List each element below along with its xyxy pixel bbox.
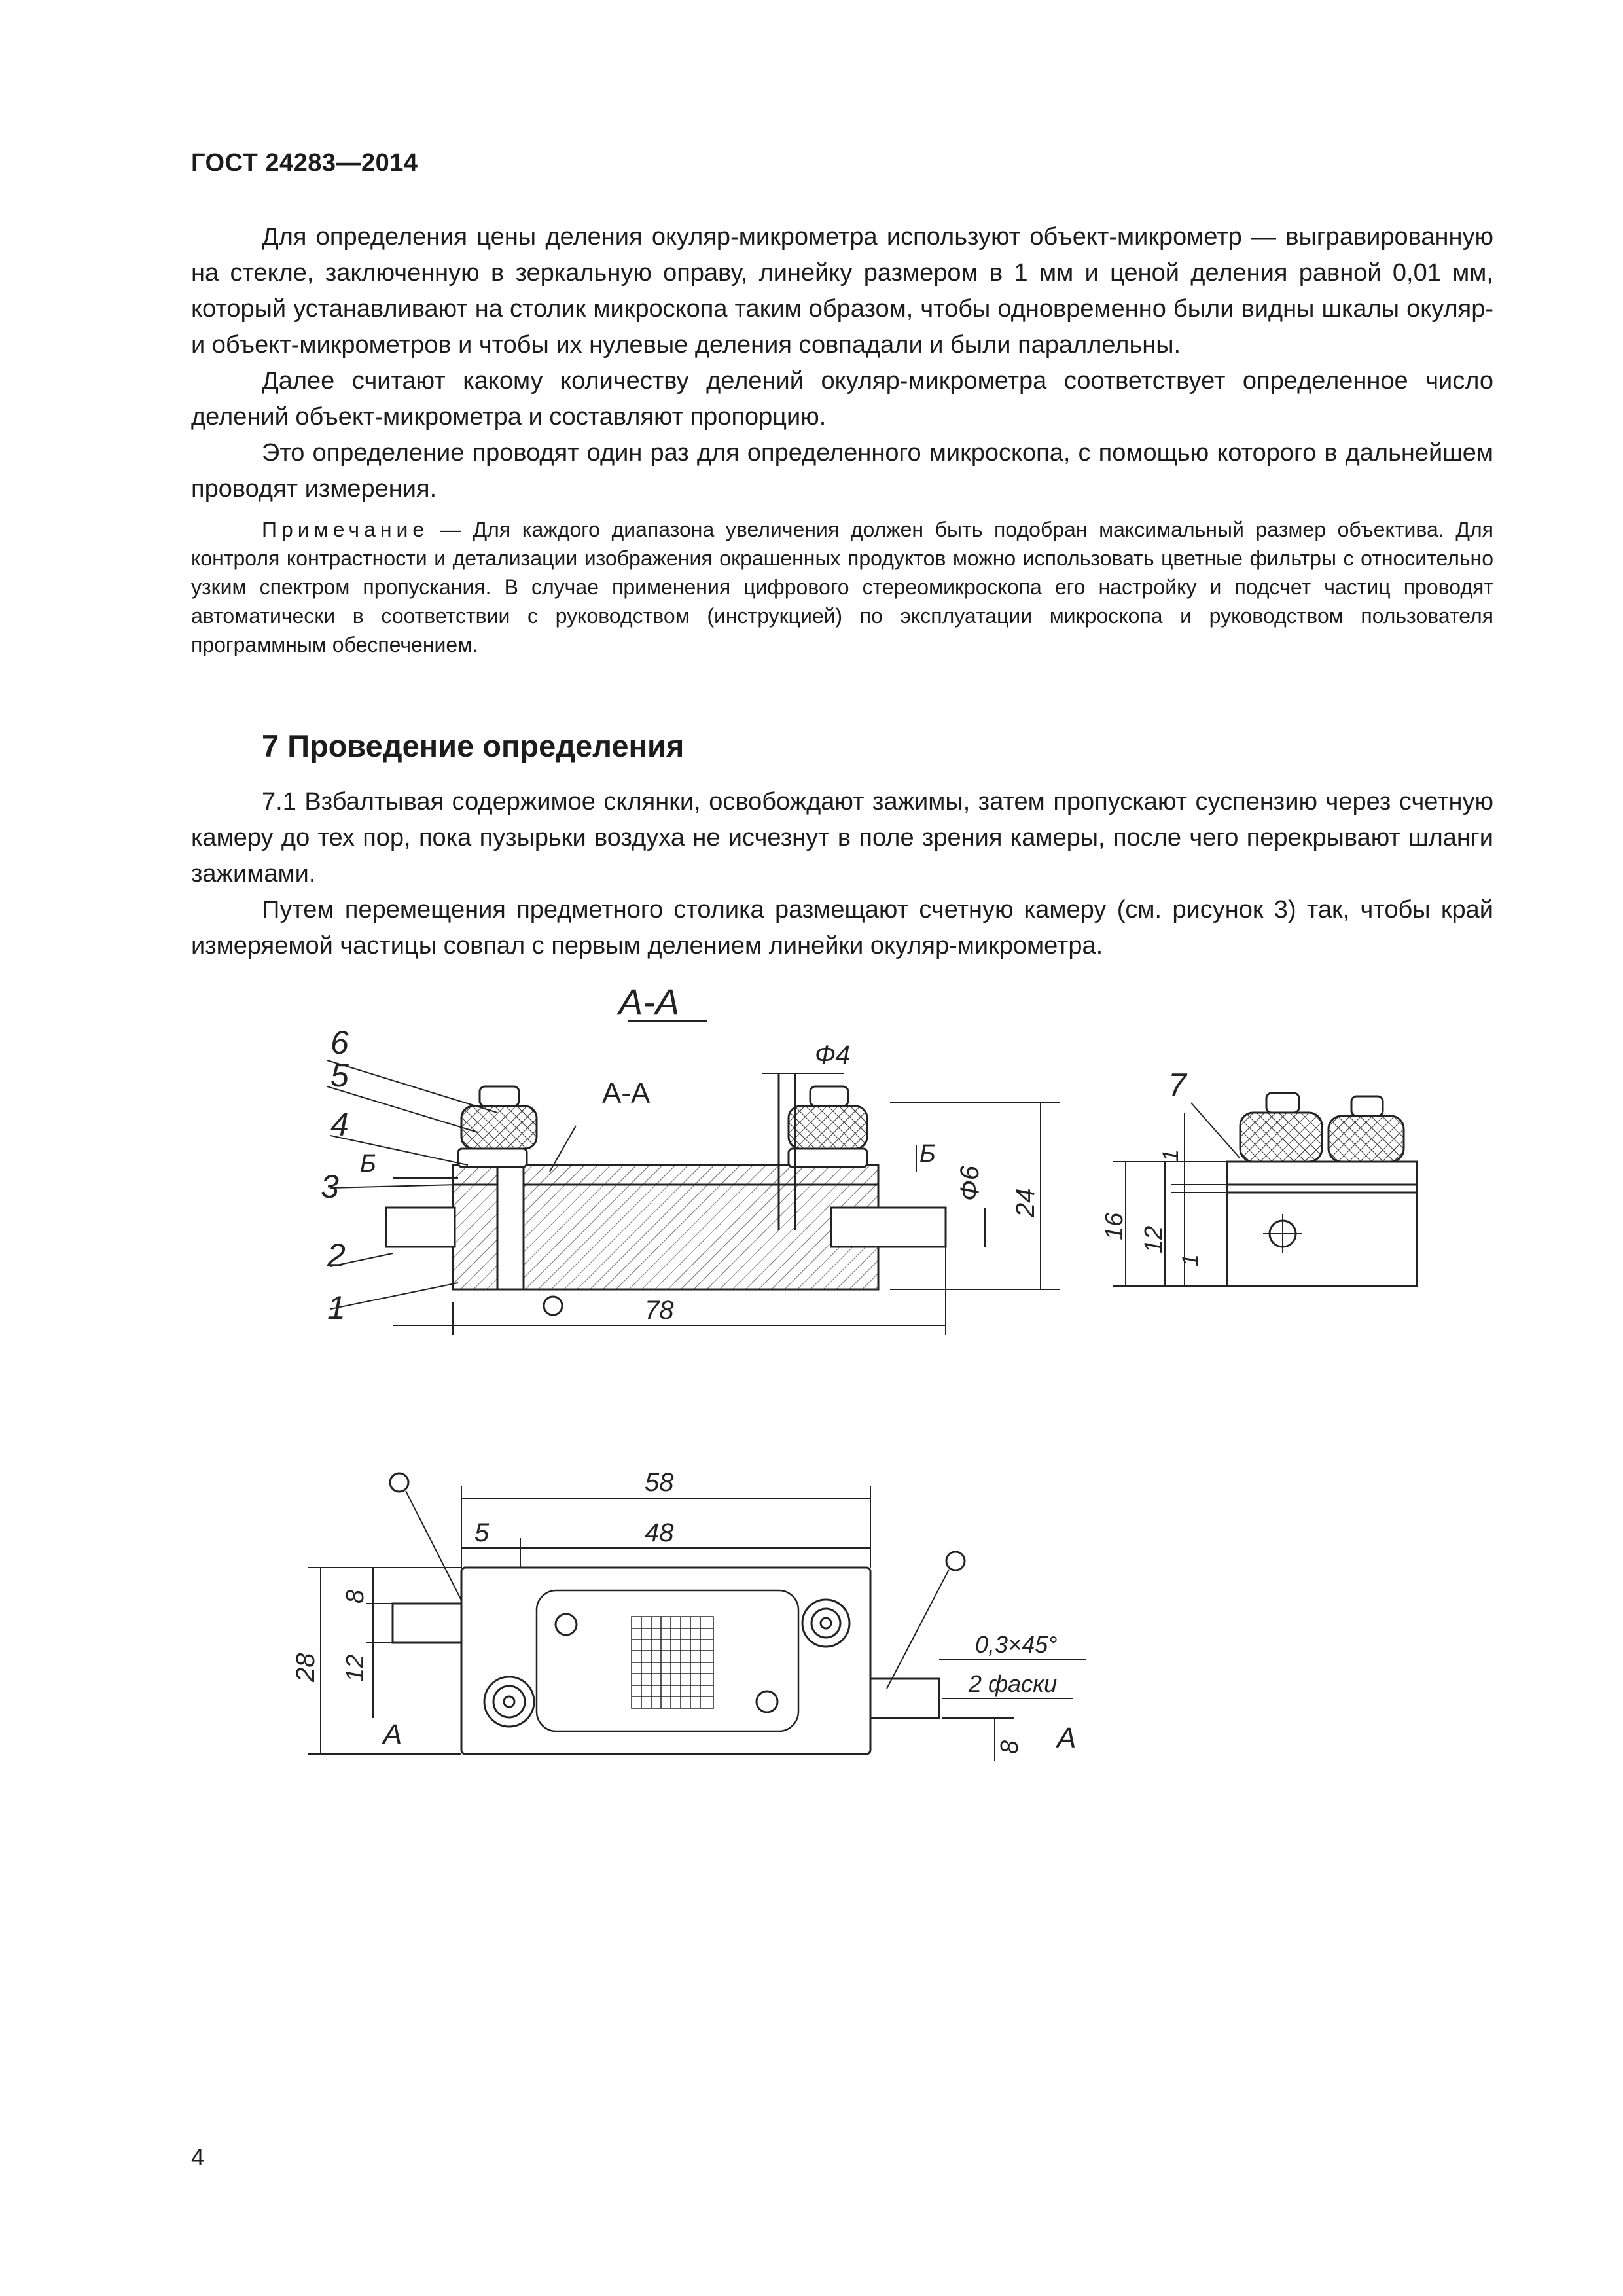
dim-hole: Ф4: [815, 1041, 851, 1069]
dim-height: 24: [1011, 1188, 1040, 1217]
dim-total-length: 58: [645, 1468, 674, 1497]
section-title: 7 Проведение определения: [262, 728, 685, 763]
left-clamp-nut: [461, 1106, 537, 1149]
view-mark-a: А: [383, 1719, 402, 1751]
view-mark-b: Б: [919, 1140, 936, 1168]
section-label-handwritten: А-А: [618, 981, 680, 1022]
part-number: 6: [330, 1024, 349, 1061]
dim-offset: 5: [474, 1518, 490, 1547]
dim-upper: 8: [342, 1589, 369, 1604]
section-view: [327, 1021, 1060, 1335]
dim-inner-length: 48: [645, 1518, 674, 1547]
plan-view: [308, 1473, 1086, 1761]
plan-body: [461, 1568, 870, 1754]
side-body: [1227, 1162, 1417, 1286]
paragraph: Далее считают какому количеству делений окуляр-микрометра соответствует определенное число делений объект-микрометра и составляют пропорцию.: [191, 367, 1493, 431]
note-text: — Для каждого диапазона увеличения должен быть подобран максимальный размер объектива. Для контроля контрастности и детализации изображения окрашенных продуктов можно использовать цветные фильтры с относительно узким спектром пропускания. В случае применения цифрового стереомикроскопа его настройку и подсчет частиц проводят автоматически в соответствии с руководством (инструкцией) по эксплуатации микроскопа и руководством пользователя программным обеспечением.: [191, 518, 1493, 656]
left-nozzle: [386, 1208, 455, 1247]
chamfer-count: 2 фаски: [969, 1670, 1058, 1697]
side-view: [1113, 1093, 1417, 1286]
side-nut-2: [1329, 1116, 1404, 1162]
paragraph: Путем перемещения предметного столика размещают счетную камеру (см. рисунок 3) так, чтобы край измеряемой частицы совпал с первым делением линейки окуляр-микрометра.: [191, 896, 1493, 960]
intro-text: [191, 219, 1493, 659]
page-number: 4: [191, 2144, 205, 2170]
counting-chamber-drawing: [0, 969, 1623, 1793]
section-text: [191, 784, 1493, 964]
dim-plan-height: 28: [291, 1653, 320, 1682]
screw-shank: [497, 1165, 524, 1289]
dim-length: 78: [645, 1296, 674, 1325]
view-mark-b: Б: [360, 1150, 376, 1177]
dim-bore: Ф6: [955, 1165, 984, 1201]
plan-right-nozzle: [870, 1679, 939, 1718]
dim-lower: 8: [996, 1740, 1024, 1754]
part-number: 5: [330, 1057, 349, 1094]
part-number: 2: [327, 1237, 346, 1274]
paragraph: Для определения цены деления окуляр-микрометра используют объект-микрометр — выгравированную на стекле, заключенную в зеркальную оправу, линейку размером в 1 мм и ценой деления равной 0,01 мм, который устанавливают на столик микроскопа таким образом, чтобы одновременно были видны шкалы окуляр- и объект-микрометров и чтобы их нулевые деления совпадали и были параллельны.: [191, 223, 1493, 359]
section-label-print: А-А: [602, 1077, 651, 1109]
paragraph: Это определение проводят один раз для определенного микроскопа, с помощью которого в дальнейшем проводят измерения.: [191, 439, 1493, 503]
document-header: ГОСТ 24283—2014: [191, 149, 418, 177]
right-clamp-nut: [789, 1106, 867, 1149]
dim-side-small: 1: [1178, 1254, 1203, 1266]
chamfer-size: 0,3×45°: [975, 1631, 1058, 1658]
part-number: 4: [330, 1106, 349, 1143]
right-nozzle: [831, 1208, 946, 1247]
part-number: 3: [321, 1168, 339, 1205]
plan-left-nozzle: [393, 1604, 461, 1643]
note-label: Примечание: [262, 518, 429, 541]
view-mark-a: А: [1057, 1722, 1077, 1754]
dim-middle: 12: [342, 1654, 369, 1682]
side-nut-1: [1240, 1113, 1322, 1162]
paragraph: 7.1 Взбалтывая содержимое склянки, освобождают зажимы, затем пропускают суспензию через счетную камеру до тех пор, пока пузырьки воздуха не исчезнут в поле зрения камеры, после чего перекрывают шланги зажимами.: [191, 788, 1493, 888]
dim-side-bottom: 12: [1140, 1225, 1168, 1253]
dim-side-total: 16: [1101, 1212, 1128, 1240]
dim-side-top: 1: [1158, 1149, 1183, 1162]
part-number: 1: [327, 1289, 346, 1326]
note: [191, 515, 1493, 659]
part-number: 7: [1168, 1067, 1186, 1103]
